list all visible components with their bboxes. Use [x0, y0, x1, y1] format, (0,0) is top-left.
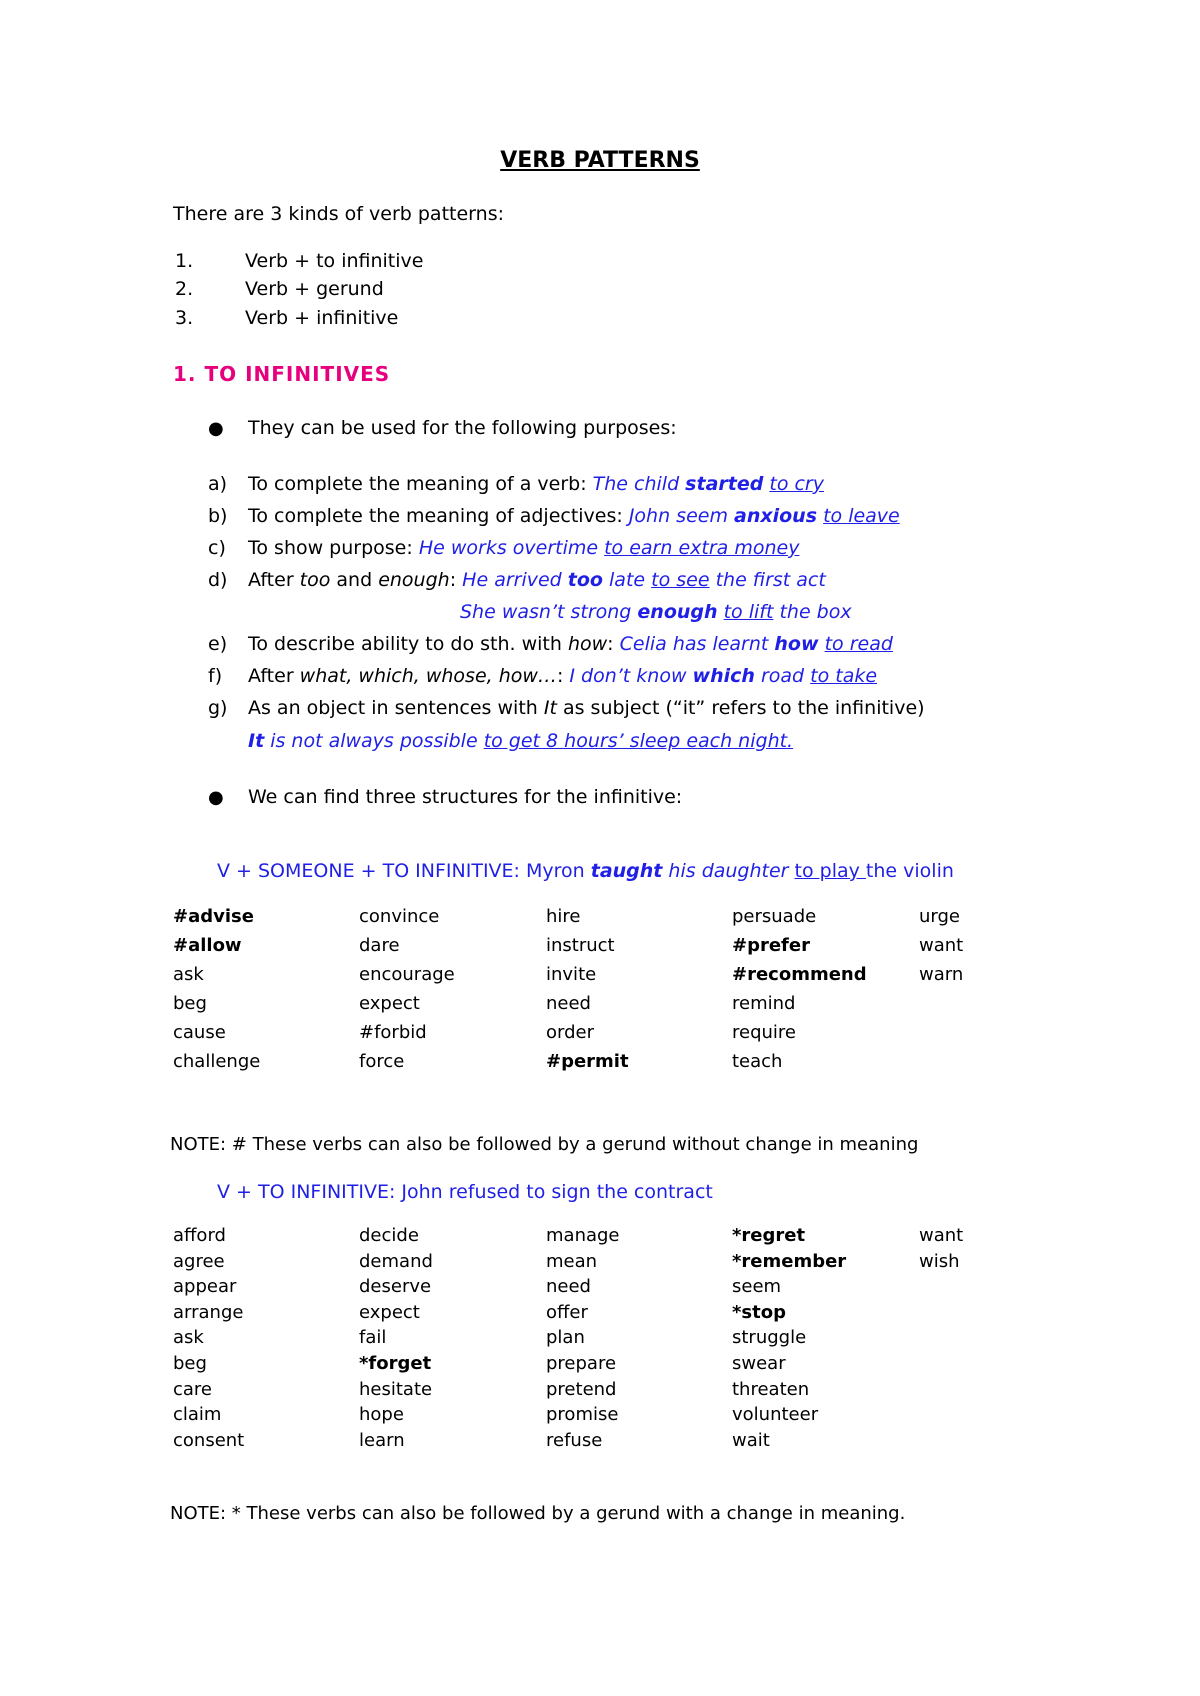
verb-cell: volunteer: [732, 1404, 819, 1426]
purpose-item: [208, 569, 826, 591]
verb-cell: struggle: [732, 1327, 807, 1349]
item-letter: f): [208, 665, 223, 687]
item-text: After: [248, 665, 300, 687]
verb-column: [546, 906, 629, 1080]
item-text: and: [330, 569, 379, 591]
kinds-item: [175, 278, 384, 300]
bullet-text: We can find three structures for the infinitive:: [248, 786, 683, 808]
verb-cell: hesitate: [359, 1378, 433, 1400]
example-keyword: which: [692, 665, 755, 687]
example-infinitive: to cry: [769, 473, 824, 495]
kinds-item: [175, 250, 423, 272]
verb-cell: *stop: [732, 1301, 786, 1323]
verb-cell: force: [359, 1051, 405, 1072]
example-keyword: how: [774, 633, 819, 655]
verb-cell: swear: [732, 1352, 786, 1374]
example-keyword: enough: [637, 601, 718, 623]
verb-cell: urge: [919, 906, 960, 927]
example-keyword: anxious: [734, 505, 818, 527]
item-letter: e): [208, 633, 228, 655]
item-text: To complete the meaning of adjectives:: [248, 505, 629, 527]
item-text: Verb + infinitive: [245, 307, 399, 329]
note-text: NOTE: # These verbs can also be followed by a gerund without change in meaning: [170, 1134, 919, 1155]
purpose-item: [208, 505, 900, 527]
intro-text: There are 3 kinds of verb patterns:: [173, 203, 504, 225]
example-text: The child: [592, 473, 686, 495]
example-text: She wasn’t strong: [460, 601, 638, 623]
item-text: To describe ability to do sth. with: [248, 633, 568, 655]
item-text: :: [556, 665, 570, 687]
verb-cell: *regret: [732, 1225, 806, 1246]
verb-cell: refuse: [546, 1429, 603, 1451]
pattern-label: V + SOMEONE + TO INFINITIVE: Myron: [217, 860, 591, 882]
example-keyword: started: [685, 473, 764, 495]
verb-cell: dare: [359, 935, 400, 956]
example-text: is not always possible: [264, 730, 484, 752]
verb-cell: #recommend: [732, 964, 867, 985]
verb-cell: fail: [359, 1327, 387, 1349]
verb-cell: want: [919, 935, 964, 956]
verb-cell: afford: [173, 1225, 226, 1246]
verb-cell: deserve: [359, 1276, 432, 1298]
verb-cell: offer: [546, 1301, 588, 1323]
verb-cell: expect: [359, 993, 420, 1014]
item-letter: d): [208, 569, 228, 591]
verb-column: [732, 1225, 846, 1455]
purpose-item: [208, 473, 824, 495]
verb-cell: require: [732, 1022, 796, 1043]
verb-cell: appear: [173, 1276, 237, 1298]
verb-cell: pretend: [546, 1378, 617, 1400]
example-text: the box: [773, 601, 852, 623]
bullet-text: They can be used for the following purposes:: [248, 417, 677, 439]
verb-cell: #forbid: [359, 1022, 427, 1043]
example-infinitive: to earn extra money: [604, 537, 800, 559]
example-infinitive: to see: [651, 569, 710, 591]
item-text: as subject (“it” refers to the infinitive): [556, 697, 925, 719]
verb-cell: #prefer: [732, 935, 810, 956]
item-keyword: enough: [378, 569, 450, 591]
verb-column: [359, 906, 455, 1080]
kinds-item: [175, 307, 398, 329]
example-text: the first act: [709, 569, 826, 591]
example-text: late: [602, 569, 652, 591]
verb-cell: care: [173, 1378, 213, 1400]
pattern-heading: [217, 1181, 713, 1203]
verb-cell: learn: [359, 1429, 405, 1451]
verb-cell: persuade: [732, 906, 817, 927]
verb-cell: teach: [732, 1051, 783, 1072]
verb-cell: order: [546, 1022, 594, 1043]
example-infinitive: to leave: [823, 505, 900, 527]
verb-cell: plan: [546, 1327, 585, 1349]
item-keyword: what, which, whose, how…: [299, 665, 557, 687]
verb-cell: hire: [546, 906, 581, 927]
verb-cell: threaten: [732, 1378, 810, 1400]
verb-column: [919, 906, 963, 993]
verb-cell: hope: [359, 1404, 404, 1426]
purpose-item: [208, 665, 877, 687]
pattern-infinitive: to play: [794, 860, 866, 882]
item-text: After: [248, 569, 300, 591]
purpose-item: [208, 537, 799, 559]
verb-cell: instruct: [546, 935, 615, 956]
item-keyword: how: [567, 633, 608, 655]
bullet-item: [208, 786, 682, 808]
item-keyword: It: [543, 697, 557, 719]
bullet-icon: ●: [208, 787, 224, 808]
verb-cell: invite: [546, 964, 597, 985]
pattern-verb: taught: [590, 860, 663, 882]
item-text: :: [449, 569, 463, 591]
purpose-item: [208, 633, 893, 655]
verb-column: [546, 1225, 620, 1455]
verb-cell: need: [546, 993, 591, 1014]
verb-cell: seem: [732, 1276, 782, 1298]
item-text: Verb + to infinitive: [245, 250, 424, 272]
verb-cell: challenge: [173, 1051, 261, 1072]
example-infinitive: to get 8 hours’ sleep each night.: [483, 730, 794, 752]
verb-cell: decide: [359, 1225, 419, 1246]
verb-cell: beg: [173, 993, 207, 1014]
section-heading: 1. TO INFINITIVES: [173, 362, 391, 386]
verb-cell: beg: [173, 1352, 207, 1374]
example-infinitive: to lift: [723, 601, 774, 623]
verb-column: [359, 1225, 433, 1455]
verb-cell: consent: [173, 1429, 245, 1451]
verb-cell: claim: [173, 1404, 222, 1426]
verb-column: [173, 1225, 244, 1455]
verb-cell: wish: [919, 1250, 960, 1272]
purpose-item: [208, 697, 925, 719]
item-text: To show purpose:: [248, 537, 419, 559]
verb-cell: expect: [359, 1301, 420, 1323]
verb-cell: wait: [732, 1429, 770, 1451]
verb-cell: arrange: [173, 1301, 244, 1323]
verb-cell: agree: [173, 1250, 225, 1272]
pattern-heading: [217, 860, 954, 882]
verb-cell: encourage: [359, 964, 455, 985]
example-text: He works overtime: [418, 537, 605, 559]
item-text: Verb + gerund: [245, 278, 384, 300]
verb-cell: prepare: [546, 1352, 617, 1374]
verb-cell: *remember: [732, 1250, 847, 1272]
example-text: I don’t know: [569, 665, 693, 687]
verb-cell: warn: [919, 964, 964, 985]
verb-cell: want: [919, 1225, 964, 1246]
verb-cell: need: [546, 1276, 591, 1298]
page-title: VERB PATTERNS: [500, 148, 700, 173]
verb-cell: convince: [359, 906, 440, 927]
verb-cell: demand: [359, 1250, 433, 1272]
item-number: 1.: [175, 250, 194, 272]
verb-column: [732, 906, 867, 1080]
verb-cell: cause: [173, 1022, 226, 1043]
verb-cell: manage: [546, 1225, 620, 1246]
purpose-item-continued: [248, 730, 793, 752]
item-number: 3.: [175, 307, 194, 329]
verb-cell: ask: [173, 964, 204, 985]
verb-column: [173, 906, 260, 1080]
example-infinitive: to read: [824, 633, 893, 655]
example-keyword: It: [248, 730, 265, 752]
example-text: John seem: [628, 505, 735, 527]
item-letter: g): [208, 697, 228, 719]
item-number: 2.: [175, 278, 194, 300]
verb-cell: mean: [546, 1250, 598, 1272]
verb-cell: promise: [546, 1404, 619, 1426]
pattern-label: V + TO INFINITIVE: John refused to sign the contract: [217, 1181, 713, 1203]
verb-cell: #advise: [173, 906, 254, 927]
verb-cell: remind: [732, 993, 796, 1014]
item-text: To complete the meaning of a verb:: [248, 473, 593, 495]
item-letter: a): [208, 473, 228, 495]
pattern-text: the violin: [865, 860, 954, 882]
pattern-object: his daughter: [662, 860, 795, 882]
item-text: :: [607, 633, 620, 655]
verb-cell: #allow: [173, 935, 242, 956]
example-text: He arrived: [462, 569, 568, 591]
example-keyword: too: [567, 569, 603, 591]
note-text: NOTE: * These verbs can also be followed by a gerund with a change in meaning.: [170, 1503, 906, 1524]
verb-cell: ask: [173, 1327, 204, 1349]
bullet-item: [208, 417, 677, 439]
verb-cell: *forget: [359, 1352, 432, 1374]
item-keyword: too: [299, 569, 331, 591]
item-letter: c): [208, 537, 226, 559]
bullet-icon: ●: [208, 418, 224, 439]
item-text: As an object in sentences with: [248, 697, 544, 719]
purpose-item-continued: [460, 601, 852, 623]
example-text: Celia has learnt: [619, 633, 775, 655]
example-text: road: [754, 665, 811, 687]
example-infinitive: to take: [810, 665, 878, 687]
verb-column: [919, 1225, 963, 1276]
item-letter: b): [208, 505, 228, 527]
verb-cell: #permit: [546, 1051, 629, 1072]
